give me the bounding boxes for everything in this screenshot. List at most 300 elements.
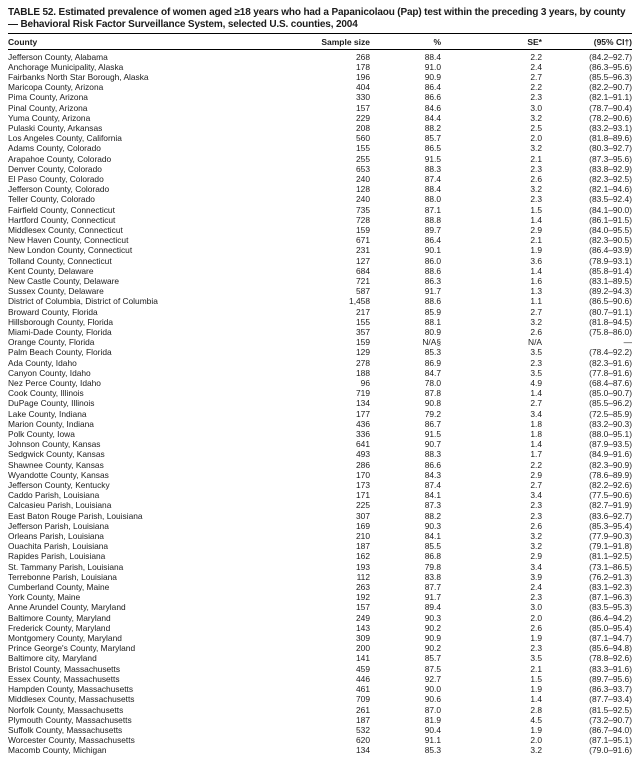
sample-size-cell: 278 [356, 357, 370, 368]
percent-cell: 88.2 [424, 510, 441, 521]
se-cell: 2.6 [530, 622, 542, 633]
sample-size-cell: 255 [356, 153, 370, 164]
se-cell: N/A [528, 337, 542, 348]
county-cell: Baltimore city, Maryland [8, 653, 97, 664]
table-row [8, 745, 632, 755]
county-cell: Caddo Parish, Louisiana [8, 490, 100, 501]
sample-size-cell: 193 [356, 561, 370, 572]
county-cell: Ada County, Idaho [8, 357, 77, 368]
table-title: TABLE 52. Estimated prevalence of women aged ≥18 years who had a Papanicolaou (Pap) test within the preceding 3 years, by county — Behavioral Risk Factor Surveillance System, selected U.S. counties, 2004 [8, 7, 626, 30]
percent-cell: 85.3 [424, 347, 441, 358]
sample-size-cell: 436 [356, 418, 370, 429]
se-cell: 3.4 [530, 490, 542, 501]
se-cell: 2.3 [530, 510, 542, 521]
ci-cell: (85.0–90.7) [589, 388, 632, 399]
percent-cell: 91.0 [424, 61, 441, 72]
sample-size-cell: 188 [356, 367, 370, 378]
county-cell: Calcasieu Parish, Louisiana [8, 500, 112, 511]
table-row [8, 103, 632, 113]
table-row [8, 602, 632, 612]
se-cell: 2.8 [530, 704, 542, 715]
table-row [8, 409, 632, 419]
county-cell: Worcester County, Massachusetts [8, 735, 135, 746]
percent-cell: 85.9 [424, 306, 441, 317]
county-cell: Macomb County, Michigan [8, 745, 107, 756]
sample-size-cell: 357 [356, 326, 370, 337]
percent-cell: 86.6 [424, 459, 441, 470]
se-cell: 2.7 [530, 306, 542, 317]
ci-cell: (88.0–95.1) [589, 429, 632, 440]
percent-cell: 90.0 [424, 684, 441, 695]
sample-size-cell: 404 [356, 82, 370, 93]
table-row [8, 460, 632, 470]
se-cell: 2.1 [530, 663, 542, 674]
se-cell: 2.6 [530, 173, 542, 184]
county-cell: Orleans Parish, Louisiana [8, 531, 104, 542]
ci-cell: (86.7–94.0) [589, 724, 632, 735]
table-row [8, 490, 632, 500]
percent-cell: 87.4 [424, 480, 441, 491]
percent-cell: 90.1 [424, 245, 441, 256]
ci-cell: (87.1–96.3) [589, 592, 632, 603]
table-row [8, 286, 632, 296]
ci-cell: (80.7–91.1) [589, 306, 632, 317]
county-cell: Arapahoe County, Colorado [8, 153, 112, 164]
table-row [8, 664, 632, 674]
column-header-ci: (95% CI†) [542, 34, 632, 50]
county-cell: Rapides Parish, Louisiana [8, 551, 106, 562]
percent-cell: 88.1 [424, 316, 441, 327]
sample-size-cell: 231 [356, 245, 370, 256]
se-cell: 2.6 [530, 520, 542, 531]
ci-cell: (82.3–90.5) [589, 235, 632, 246]
se-cell: 3.5 [530, 653, 542, 664]
county-cell: Essex County, Massachusetts [8, 673, 120, 684]
sample-size-cell: 240 [356, 173, 370, 184]
table-row [8, 480, 632, 490]
county-cell: New Haven County, Connecticut [8, 235, 129, 246]
county-cell: Jefferson Parish, Louisiana [8, 520, 109, 531]
county-cell: Ouachita Parish, Louisiana [8, 541, 109, 552]
percent-cell: 86.4 [424, 235, 441, 246]
percent-cell: 88.4 [424, 184, 441, 195]
ci-cell: (86.4–93.9) [589, 245, 632, 256]
percent-cell: 81.9 [424, 714, 441, 725]
sample-size-cell: 286 [356, 459, 370, 470]
ci-cell: (84.0–95.5) [589, 224, 632, 235]
sample-size-cell: 684 [356, 265, 370, 276]
percent-cell: 90.2 [424, 643, 441, 654]
percent-cell: 84.1 [424, 490, 441, 501]
county-cell: Wyandotte County, Kansas [8, 469, 109, 480]
table-row [8, 256, 632, 266]
sample-size-cell: 641 [356, 439, 370, 450]
ci-cell: (82.7–91.9) [589, 500, 632, 511]
sample-size-cell: 330 [356, 92, 370, 103]
sample-size-cell: 112 [356, 571, 370, 582]
county-cell: Suffolk County, Massachusetts [8, 724, 123, 735]
percent-cell: 87.4 [424, 173, 441, 184]
column-header-county: County [8, 34, 296, 50]
ci-cell: (85.0–95.4) [589, 622, 632, 633]
table-row [8, 470, 632, 480]
percent-cell: 88.3 [424, 449, 441, 460]
ci-cell: (85.6–94.8) [589, 643, 632, 654]
table-row [8, 307, 632, 317]
ci-cell: (81.5–92.5) [589, 704, 632, 715]
se-cell: 2.2 [530, 51, 542, 62]
table-row [8, 643, 632, 653]
county-cell: Pinal County, Arizona [8, 102, 88, 113]
percent-cell: 90.9 [424, 633, 441, 644]
percent-cell: 89.7 [424, 224, 441, 235]
table-row [8, 245, 632, 255]
table-row [8, 337, 632, 347]
ci-cell: (83.1–92.3) [589, 582, 632, 593]
sample-size-cell: 1,458 [349, 296, 370, 307]
ci-cell: (83.6–92.7) [589, 510, 632, 521]
county-cell: York County, Maine [8, 592, 81, 603]
table-row [8, 562, 632, 572]
se-cell: 2.2 [530, 459, 542, 470]
county-cell: Orange County, Florida [8, 337, 95, 348]
sample-size-cell: 263 [356, 582, 370, 593]
sample-size-cell: 268 [356, 51, 370, 62]
se-cell: 2.3 [530, 643, 542, 654]
percent-cell: 91.5 [424, 429, 441, 440]
table-body [8, 50, 632, 756]
table-row [8, 266, 632, 276]
sample-size-cell: 735 [356, 204, 370, 215]
ci-cell: (86.5–90.6) [589, 296, 632, 307]
percent-cell: 88.4 [424, 51, 441, 62]
se-cell: 3.0 [530, 102, 542, 113]
ci-cell: (85.8–91.4) [589, 265, 632, 276]
ci-cell: (86.4–94.2) [589, 612, 632, 623]
percent-cell: 86.4 [424, 82, 441, 93]
table-row [8, 500, 632, 510]
sample-size-cell: 141 [356, 653, 370, 664]
county-cell: Johnson County, Kansas [8, 439, 101, 450]
county-cell: Anchorage Municipality, Alaska [8, 61, 124, 72]
table-row [8, 541, 632, 551]
table-row [8, 694, 632, 704]
se-cell: 2.7 [530, 480, 542, 491]
sample-size-cell: 721 [356, 275, 370, 286]
se-cell: 3.2 [530, 541, 542, 552]
ci-cell: (87.1–94.7) [589, 633, 632, 644]
county-cell: Tolland County, Connecticut [8, 255, 112, 266]
ci-cell: (87.9–93.5) [589, 439, 632, 450]
ci-cell: (80.3–92.7) [589, 143, 632, 154]
se-cell: 1.9 [530, 245, 542, 256]
table-row [8, 439, 632, 449]
sample-size-cell: 187 [356, 714, 370, 725]
county-cell: DuPage County, Illinois [8, 398, 95, 409]
county-cell: Canyon County, Idaho [8, 367, 91, 378]
table-row [8, 235, 632, 245]
sample-size-cell: 459 [356, 663, 370, 674]
sample-size-cell: 229 [356, 112, 370, 123]
county-cell: East Baton Rouge Parish, Louisiana [8, 510, 143, 521]
table-row [8, 154, 632, 164]
county-cell: Nez Perce County, Idaho [8, 378, 101, 388]
county-cell: Montgomery County, Maryland [8, 633, 122, 644]
se-cell: 3.4 [530, 408, 542, 419]
percent-cell: 88.6 [424, 265, 441, 276]
county-cell: Hartford County, Connecticut [8, 214, 116, 225]
percent-cell: 86.3 [424, 275, 441, 286]
percent-cell: 90.3 [424, 520, 441, 531]
se-cell: 1.5 [530, 673, 542, 684]
percent-cell: 85.5 [424, 541, 441, 552]
ci-cell: (76.2–91.3) [589, 571, 632, 582]
county-cell: Bristol County, Massachusetts [8, 663, 121, 674]
county-cell: District of Columbia, District of Columbia [8, 296, 158, 307]
sample-size-cell: 336 [356, 429, 370, 440]
county-cell: Jefferson County, Alabama [8, 51, 108, 62]
table-row [8, 725, 632, 735]
ci-cell: (82.3–91.6) [589, 357, 632, 368]
sample-size-cell: 225 [356, 500, 370, 511]
ci-cell: (83.5–92.4) [589, 194, 632, 205]
ci-cell: (84.9–91.6) [589, 449, 632, 460]
ci-cell: (81.8–89.6) [589, 133, 632, 144]
sample-size-cell: 173 [356, 480, 370, 491]
table-row [8, 276, 632, 286]
table-row [8, 225, 632, 235]
se-cell: 2.3 [530, 194, 542, 205]
se-cell: 2.4 [530, 582, 542, 593]
se-cell: 1.8 [530, 418, 542, 429]
se-cell: 3.4 [530, 561, 542, 572]
header-row [8, 34, 632, 50]
sample-size-cell: 127 [356, 255, 370, 266]
sample-size-cell: 532 [356, 724, 370, 735]
ci-cell: (87.7–93.4) [589, 694, 632, 705]
percent-cell: 85.3 [424, 745, 441, 756]
ci-cell: (79.0–91.6) [589, 745, 632, 756]
ci-cell: (68.4–87.6) [589, 378, 632, 388]
table-row [8, 92, 632, 102]
column-header-percent: % [370, 34, 441, 50]
table-row [8, 215, 632, 225]
county-cell: Shawnee County, Kansas [8, 459, 104, 470]
ci-cell: (73.2–90.7) [589, 714, 632, 725]
sample-size-cell: 162 [356, 551, 370, 562]
table-row [8, 398, 632, 408]
ci-cell: (89.7–95.6) [589, 673, 632, 684]
percent-cell: 88.0 [424, 194, 441, 205]
county-cell: Kent County, Delaware [8, 265, 94, 276]
ci-cell: (78.6–89.9) [589, 469, 632, 480]
percent-cell: 90.6 [424, 694, 441, 705]
table-row [8, 327, 632, 337]
percent-cell: 90.7 [424, 439, 441, 450]
table-row [8, 133, 632, 143]
se-cell: 2.9 [530, 551, 542, 562]
se-cell: 2.3 [530, 92, 542, 103]
sample-size-cell: 169 [356, 520, 370, 531]
percent-cell: 87.0 [424, 704, 441, 715]
table-row [8, 592, 632, 602]
se-cell: 2.9 [530, 224, 542, 235]
percent-cell: 90.4 [424, 724, 441, 735]
county-cell: Middlesex County, Connecticut [8, 224, 123, 235]
data-table [8, 33, 632, 756]
table-row [8, 715, 632, 725]
county-cell: Maricopa County, Arizona [8, 82, 104, 93]
percent-cell: 91.5 [424, 153, 441, 164]
se-cell: 2.4 [530, 61, 542, 72]
sample-size-cell: 155 [356, 316, 370, 327]
sample-size-cell: 96 [360, 378, 370, 388]
sample-size-cell: 134 [356, 745, 370, 756]
ci-cell: (78.8–92.6) [589, 653, 632, 664]
se-cell: 1.9 [530, 633, 542, 644]
sample-size-cell: 159 [356, 224, 370, 235]
sample-size-cell: 143 [356, 622, 370, 633]
county-cell: Cumberland County, Maine [8, 582, 110, 593]
percent-cell: 86.9 [424, 357, 441, 368]
county-cell: Pulaski County, Arkansas [8, 122, 103, 133]
county-cell: Yuma County, Arizona [8, 112, 91, 123]
ci-cell: (82.1–94.6) [589, 184, 632, 195]
ci-cell: (87.1–95.1) [589, 735, 632, 746]
table-row [8, 378, 632, 388]
ci-cell: (83.5–95.3) [589, 602, 632, 613]
percent-cell: 90.9 [424, 71, 441, 82]
percent-cell: 91.1 [424, 735, 441, 746]
column-header-sample-size: Sample size [296, 34, 370, 50]
percent-cell: 86.7 [424, 418, 441, 429]
percent-cell: 85.7 [424, 653, 441, 664]
sample-size-cell: 177 [356, 408, 370, 419]
sample-size-cell: 192 [356, 592, 370, 603]
percent-cell: 87.3 [424, 500, 441, 511]
ci-cell: (75.8–86.0) [589, 326, 632, 337]
percent-cell: 89.4 [424, 602, 441, 613]
se-cell: 3.6 [530, 255, 542, 266]
ci-cell: (81.8–94.5) [589, 316, 632, 327]
se-cell: 2.1 [530, 153, 542, 164]
percent-cell: 84.4 [424, 112, 441, 123]
sample-size-cell: 187 [356, 541, 370, 552]
se-cell: 3.2 [530, 143, 542, 154]
ci-cell: (84.2–92.7) [589, 51, 632, 62]
table-row [8, 633, 632, 643]
percent-cell: 87.7 [424, 582, 441, 593]
table-row [8, 429, 632, 439]
table-row [8, 511, 632, 521]
percent-cell: 86.5 [424, 143, 441, 154]
se-cell: 3.2 [530, 112, 542, 123]
sample-size-cell: 210 [356, 531, 370, 542]
sample-size-cell: 728 [356, 214, 370, 225]
county-cell: Frederick County, Maryland [8, 622, 111, 633]
se-cell: 2.0 [530, 133, 542, 144]
ci-cell: (77.8–91.6) [589, 367, 632, 378]
county-cell: Prince George's County, Maryland [8, 643, 136, 654]
county-cell: Los Angeles County, California [8, 133, 122, 144]
se-cell: 2.3 [530, 357, 542, 368]
se-cell: 2.3 [530, 500, 542, 511]
ci-cell: (83.2–90.3) [589, 418, 632, 429]
table-row [8, 368, 632, 378]
sample-size-cell: 217 [356, 306, 370, 317]
se-cell: 1.1 [530, 296, 542, 307]
percent-cell: 90.8 [424, 398, 441, 409]
county-cell: Adams County, Colorado [8, 143, 101, 154]
table-row [8, 735, 632, 745]
county-cell: Fairfield County, Connecticut [8, 204, 115, 215]
se-cell: 1.4 [530, 694, 542, 705]
se-cell: 3.5 [530, 347, 542, 358]
ci-cell: (85.3–95.4) [589, 520, 632, 531]
county-cell: Marion County, Indiana [8, 418, 94, 429]
sample-size-cell: 309 [356, 633, 370, 644]
se-cell: 1.4 [530, 439, 542, 450]
percent-cell: 84.7 [424, 367, 441, 378]
percent-cell: 88.8 [424, 214, 441, 225]
sample-size-cell: 157 [356, 102, 370, 113]
percent-cell: 88.2 [424, 122, 441, 133]
table-row [8, 521, 632, 531]
se-cell: 2.9 [530, 469, 542, 480]
percent-cell: 90.2 [424, 622, 441, 633]
table-row [8, 653, 632, 663]
percent-cell: 84.6 [424, 102, 441, 113]
table-row [8, 705, 632, 715]
table-row [8, 205, 632, 215]
county-cell: Middlesex County, Massachusetts [8, 694, 135, 705]
se-cell: 1.8 [530, 429, 542, 440]
county-cell: Polk County, Iowa [8, 429, 75, 440]
percent-cell: N/A§ [422, 337, 441, 348]
ci-cell: (86.3–93.7) [589, 684, 632, 695]
sample-size-cell: 709 [356, 694, 370, 705]
percent-cell: 91.7 [424, 286, 441, 297]
ci-cell: — [623, 337, 632, 348]
county-cell: New London County, Connecticut [8, 245, 133, 256]
county-cell: Teller County, Colorado [8, 194, 95, 205]
se-cell: 2.5 [530, 122, 542, 133]
se-cell: 1.9 [530, 684, 542, 695]
table-row [8, 531, 632, 541]
county-cell: Plymouth County, Massachusetts [8, 714, 132, 725]
se-cell: 1.4 [530, 214, 542, 225]
percent-cell: 90.3 [424, 612, 441, 623]
se-cell: 1.4 [530, 265, 542, 276]
ci-cell: (82.2–90.7) [589, 82, 632, 93]
sample-size-cell: 307 [356, 510, 370, 521]
percent-cell: 80.9 [424, 326, 441, 337]
se-cell: 2.7 [530, 71, 542, 82]
table-row [8, 296, 632, 306]
percent-cell: 88.3 [424, 163, 441, 174]
county-cell: Terrebonne Parish, Louisiana [8, 571, 117, 582]
ci-cell: (78.7–90.4) [589, 102, 632, 113]
table-row [8, 72, 632, 82]
se-cell: 1.5 [530, 204, 542, 215]
se-cell: 1.6 [530, 275, 542, 286]
county-cell: Sedgwick County, Kansas [8, 449, 105, 460]
county-cell: St. Tammany Parish, Louisiana [8, 561, 124, 572]
se-cell: 2.6 [530, 326, 542, 337]
se-cell: 1.7 [530, 449, 542, 460]
table-row [8, 113, 632, 123]
percent-cell: 84.1 [424, 531, 441, 542]
